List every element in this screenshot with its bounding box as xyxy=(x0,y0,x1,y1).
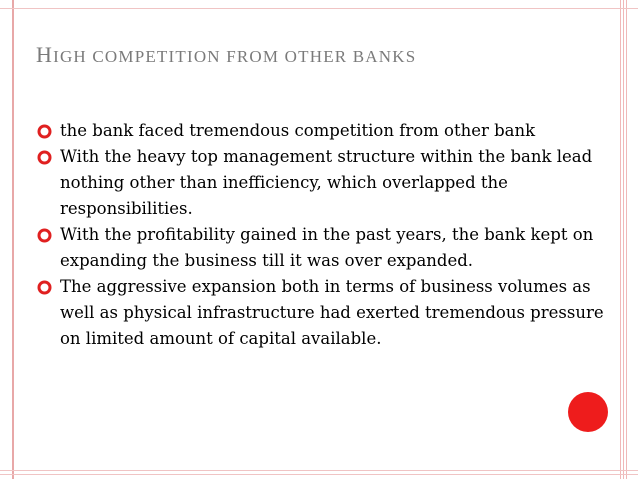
bullet-item xyxy=(36,118,616,144)
ring-bullet-icon xyxy=(36,123,53,140)
right-border-line xyxy=(626,0,627,479)
bullet-text: the bank faced tremendous competition from other bank xyxy=(60,121,536,140)
bullet-text: With the profitability gained in the past years, the bank kept on expanding the business till it was over expanded. xyxy=(60,225,594,270)
bullet-item xyxy=(36,274,616,352)
bottom-border-line xyxy=(0,470,638,471)
title-first-letter: H xyxy=(36,42,54,67)
bullet-text: The aggressive expansion both in terms of business volumes as well as physical infrastructure had exerted tremendous pressure on limited amount of capital available. xyxy=(60,277,604,348)
bullet-item xyxy=(36,144,616,222)
bullet-item xyxy=(36,222,616,274)
ring-bullet-icon xyxy=(36,149,53,166)
ring-bullet-icon xyxy=(36,279,53,296)
right-border-line xyxy=(620,0,621,479)
top-border-line xyxy=(0,8,638,9)
slide-title xyxy=(36,38,556,73)
ring-bullet-icon xyxy=(36,227,53,244)
right-border-line xyxy=(623,0,624,479)
red-dot-decoration xyxy=(568,392,608,432)
bullet-text: With the heavy top management structure within the bank lead nothing other than inefficiency, which overlapped the responsibilities. xyxy=(60,147,593,218)
left-border-line xyxy=(12,0,14,479)
bullet-list xyxy=(36,118,616,352)
title-rest: IGH COMPETITION FROM OTHER BANKS xyxy=(53,47,417,66)
bottom-border-line xyxy=(0,474,638,475)
